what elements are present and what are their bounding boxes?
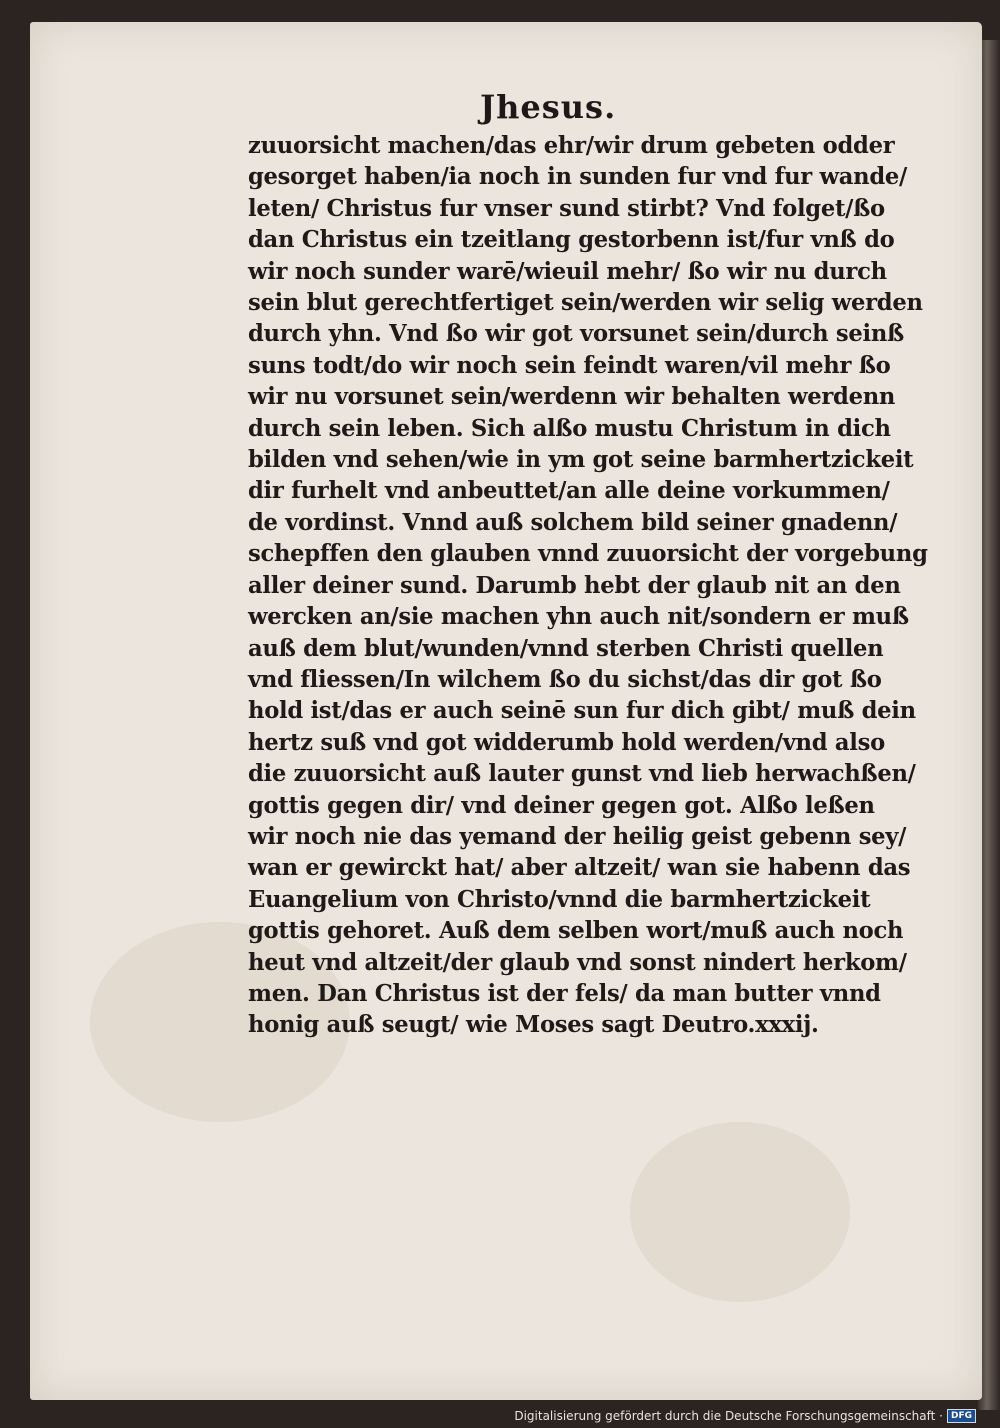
text-line: die zuuorsicht auß lauter gunst vnd lieb herwachßen/ <box>248 760 916 788</box>
footer-credit: Digitalisierung gefördert durch die Deutsche Forschungsgemeinschaft · <box>514 1409 943 1423</box>
text-line: gottis gehoret. Auß dem selben wort/muß auch noch <box>248 917 904 945</box>
text-line: wir nu vorsunet sein/werdenn wir behalten werdenn <box>248 383 896 411</box>
page-header: Jhesus. <box>480 88 617 126</box>
text-line: auß dem blut/wunden/vnnd sterben Christi quellen <box>248 634 884 662</box>
body-text <box>248 130 948 1041</box>
text-line: suns todt/do wir noch sein feindt waren/vil mehr ßo <box>248 351 891 379</box>
text-line: sein blut gerechtfertiget sein/werden wir selig werden <box>248 289 923 317</box>
text-line: gesorget haben/ia noch in sunden fur vnd fur wande/ <box>248 163 908 191</box>
paper-stain <box>630 1122 850 1302</box>
text-line: wercken an/sie machen yhn auch nit/sondern er muß <box>248 603 909 631</box>
text-line: honig auß seugt/ wie Moses sagt Deutro.xxxij. <box>248 1011 819 1039</box>
text-line: wir noch nie das yemand der heilig geist gebenn sey/ <box>248 822 907 850</box>
footer <box>514 1409 976 1423</box>
text-line: aller deiner sund. Darumb hebt der glaub nit an den <box>248 571 901 599</box>
text-line: dan Christus ein tzeitlang gestorbenn ist/fur vnß do <box>248 226 895 254</box>
text-line: vnd fliessen/In wilchem ßo du sichst/das dir got ßo <box>248 665 882 693</box>
text-line: heut vnd altzeit/der glaub vnd sonst nindert herkom/ <box>248 948 907 976</box>
text-line: durch yhn. Vnd ßo wir got vorsunet sein/durch seinß <box>248 320 904 348</box>
text-line: hertz suß vnd got widderumb hold werden/vnd also <box>248 728 885 756</box>
text-line: bilden vnd sehen/wie in ym got seine barmhertzickeit <box>248 446 914 474</box>
dfg-logo-icon: DFG <box>947 1409 976 1423</box>
text-line: durch sein leben. Sich alßo mustu Christum in dich <box>248 414 891 442</box>
text-line: leten/ Christus fur vnser sund stirbt? Vnd folget/ßo <box>248 194 885 222</box>
text-line: de vordinst. Vnnd auß solchem bild seiner gnadenn/ <box>248 508 898 536</box>
text-line: hold ist/das er auch seinē sun fur dich gibt/ muß dein <box>248 697 916 725</box>
text-line: Euangelium von Christo/vnnd die barmhertzickeit <box>248 885 871 913</box>
text-line: schepffen den glauben vnnd zuuorsicht der vorgebung <box>248 540 928 568</box>
text-line: wan er gewirckt hat/ aber altzeit/ wan sie habenn das <box>248 854 911 882</box>
text-line: men. Dan Christus ist der fels/ da man butter vnnd <box>248 979 881 1007</box>
text-line: dir furhelt vnd anbeuttet/an alle deine vorkummen/ <box>248 477 890 505</box>
text-line: zuuorsicht machen/das ehr/wir drum gebeten odder <box>248 132 895 159</box>
text-line: wir noch sunder warē/wieuil mehr/ ßo wir nu durch <box>248 257 887 285</box>
text-line: gottis gegen dir/ vnd deiner gegen got. Alßo leßen <box>248 791 875 819</box>
